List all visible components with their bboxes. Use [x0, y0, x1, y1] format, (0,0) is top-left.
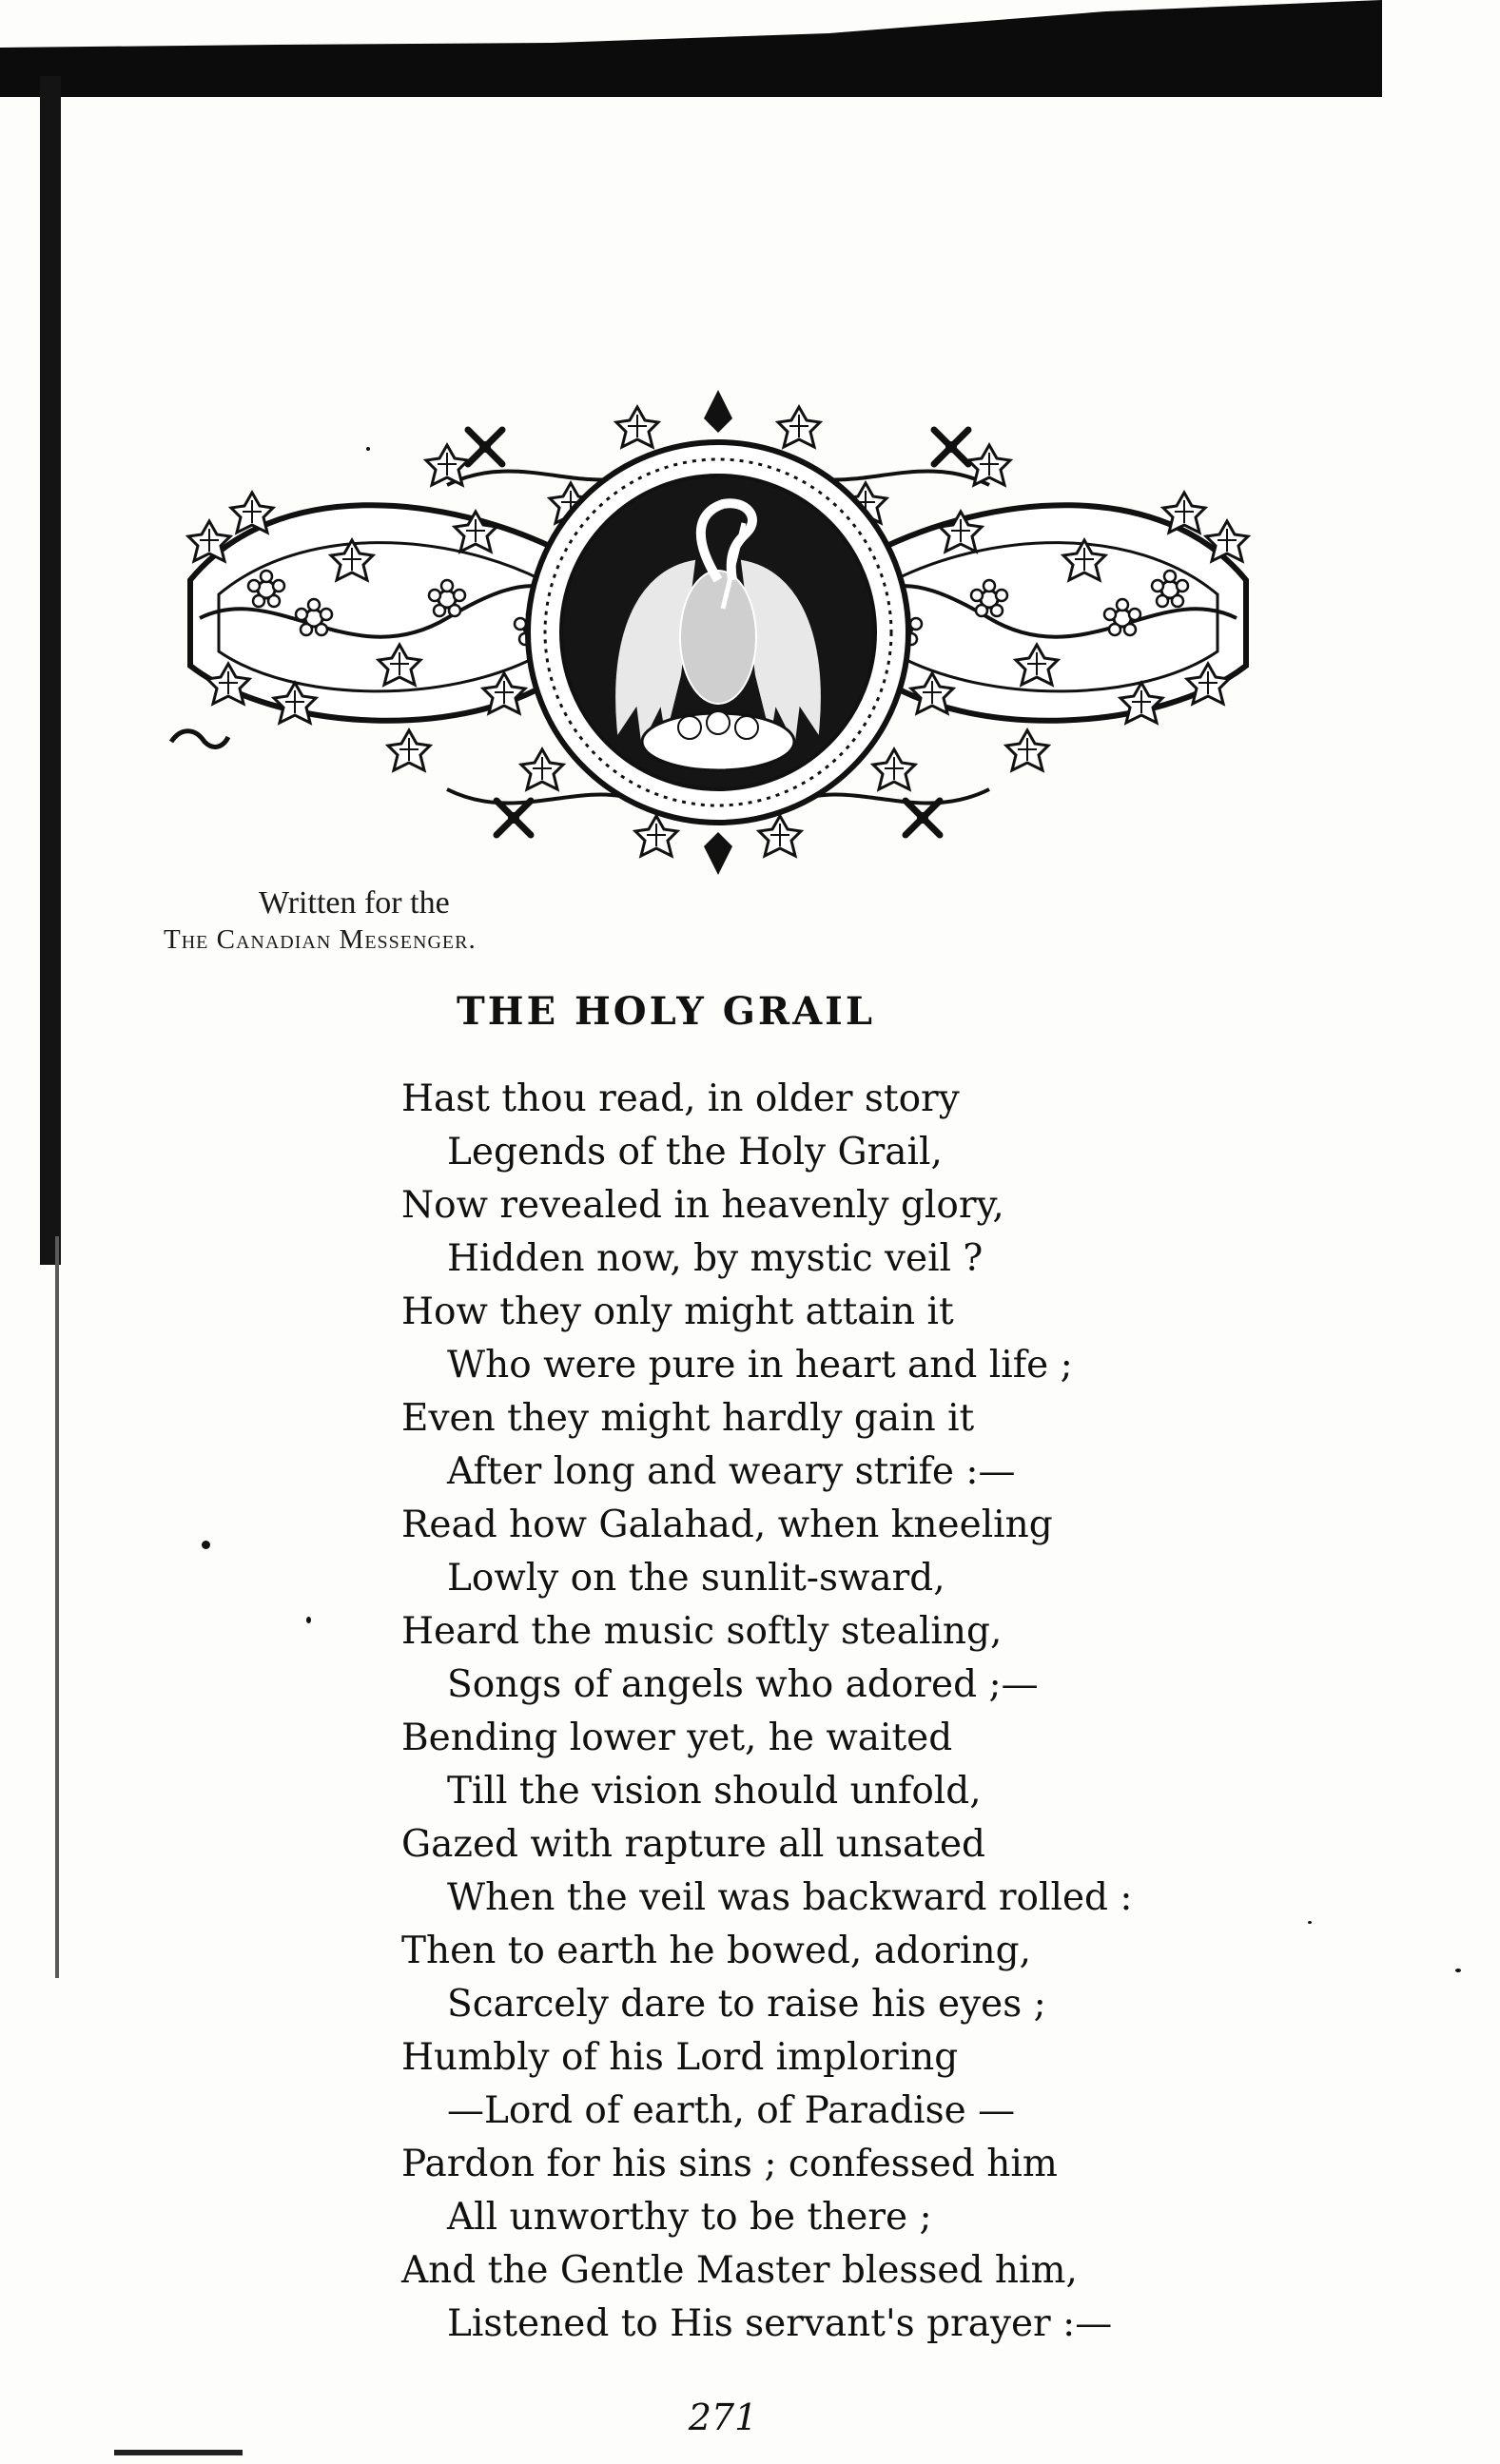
pelican-in-piety-vignette-icon	[162, 390, 1275, 875]
verse-line: And the Gentle Master blessed him,	[401, 2249, 1078, 2292]
verse-line: How they only might attain it	[401, 1290, 954, 1333]
verse-line: Legends of the Holy Grail,	[447, 1131, 943, 1174]
verse-line: Lowly on the sunlit-sward,	[447, 1557, 945, 1600]
scan-left-edge-shadow	[40, 76, 61, 1265]
verse-line: Gazed with rapture all unsated	[401, 1823, 986, 1866]
scan-speck	[1455, 1969, 1461, 1972]
verse-line: Songs of angels who adored ;—	[447, 1663, 1039, 1706]
scan-speck	[306, 1617, 311, 1623]
verse-line: When the veil was backward rolled :	[447, 1876, 1133, 1919]
publication-name: The Canadian Messenger.	[164, 924, 477, 955]
scan-bottom-rule	[114, 2450, 243, 2455]
scan-speck	[202, 1541, 210, 1549]
verse-line: All unworthy to be there ;	[447, 2196, 932, 2239]
verse-line: Scarcely dare to raise his eyes ;	[447, 1983, 1046, 2026]
poem-title: THE HOLY GRAIL	[457, 989, 875, 1034]
verse-line: Till the vision should unfold,	[447, 1770, 982, 1813]
verse-line: Who were pure in heart and life ;	[447, 1344, 1073, 1387]
scan-top-edge-band	[0, 59, 1382, 97]
verse-line: Listened to His servant's prayer :—	[447, 2302, 1113, 2345]
poem-body	[401, 1073, 1315, 2351]
verse-line: Now revealed in heavenly glory,	[401, 1184, 1004, 1227]
verse-line: Heard the music softly stealing,	[401, 1610, 1003, 1653]
verse-line: Humbly of his Lord imploring	[401, 2036, 959, 2079]
verse-line: Then to earth he bowed, adoring,	[401, 1930, 1031, 1972]
verse-line: —Lord of earth, of Paradise —	[447, 2089, 1016, 2132]
verse-line: Pardon for his sins ; confessed him	[401, 2143, 1058, 2185]
scan-left-edge-line	[55, 1236, 59, 1978]
page-number: 271	[688, 2396, 758, 2438]
verse-line: Read how Galahad, when kneeling	[401, 1504, 1053, 1546]
credit-line: Written for the	[259, 885, 450, 921]
verse-line: Hast thou read, in older story	[401, 1077, 960, 1120]
verse-line: After long and weary strife :—	[447, 1450, 1016, 1493]
publication-credit	[164, 884, 734, 957]
verse-line: Hidden now, by mystic veil ?	[447, 1237, 984, 1280]
verse-line: Bending lower yet, he waited	[401, 1717, 953, 1759]
verse-line: Even they might hardly gain it	[401, 1397, 975, 1440]
